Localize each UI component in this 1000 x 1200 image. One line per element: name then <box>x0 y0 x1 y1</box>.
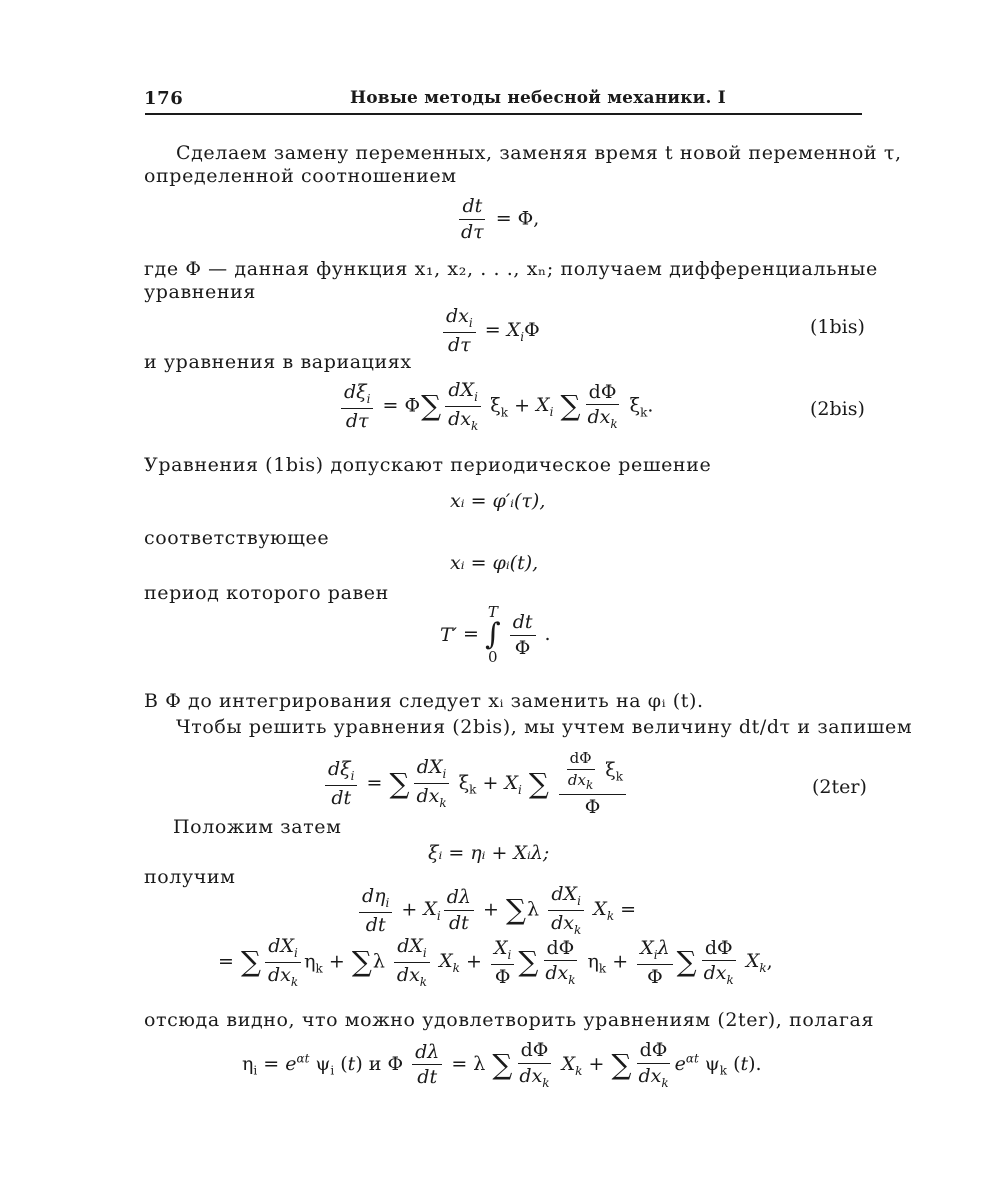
paragraph-4: Уравнения (1bis) допускают периодическое решение <box>144 454 712 476</box>
equation-2ter: $\frac{d\xi_i}{dt}$ = ∑ $\frac{dX_i}{dx_k}$ $\xi_k + X_i$ ∑ $\frac{d\Phi}{dx_k}$ $\xi_k$ Φ <box>322 750 629 818</box>
equation-label-2bis: (2bis) <box>810 398 865 420</box>
running-title: Новые методы небесной механики. I <box>350 88 726 108</box>
equation-result-line-1: $\frac{d\eta_i}{dt}$ + $X_i$ $\frac{d\lambda}{dt}$ + ∑λ $\frac{dX_i}{dx_k}$ $X_k$ = <box>356 884 636 937</box>
paragraph-2-line-1: где Φ — данная функция x₁, x₂, . . ., xₙ; получаем дифференциальные <box>144 258 878 280</box>
equation-label-2ter: (2ter) <box>812 776 867 798</box>
page-number: 176 <box>144 88 184 109</box>
equation-dt-dtau: $\frac{dt}{d\tau}$ = Φ, <box>461 195 540 243</box>
paragraph-3: и уравнения в вариациях <box>144 351 412 373</box>
equation-2bis: $\frac{d\xi_i}{d\tau}$ = Φ∑ $\frac{dX_i}{dx_k}$ $\xi_k + X_i$ ∑ $\frac{d\Phi}{dx_k}$ $\xi_k$. <box>338 380 653 433</box>
paragraph-7: В Φ до интегрирования следует xᵢ заменить на φᵢ (t). <box>144 690 704 712</box>
paragraph-11: отсюда видно, что можно удовлетворить уравнениям (2ter), полагая <box>144 1009 875 1031</box>
equation-corresponding: xᵢ = φᵢ(t), <box>450 552 539 574</box>
equation-period: T′ = T ∫ 0 $\frac{dt}{\Phi}$ . <box>440 603 551 666</box>
equation-periodic-solution: xᵢ = φ′ᵢ(τ), <box>450 490 546 512</box>
paragraph-5: соответствующее <box>144 527 330 549</box>
header-rule <box>145 113 862 115</box>
paragraph-2-line-2: уравнения <box>144 281 256 303</box>
equation-final: $\eta_i = e^{\alpha t}$ $\psi_i$ (t) и Φ $\frac{d\lambda}{dt}$ = λ ∑ $\frac{d\Phi}{dx_k}$ $X_k$ + ∑ $\frac{d\Phi}{dx_k}$ $e^{\alpha t}$ $\psi_k$ (t). <box>242 1039 762 1090</box>
paragraph-1-line-2: определенной соотношением <box>144 165 457 187</box>
equation-1bis: $\frac{dx_i}{d\tau}$ = $X_i\Phi$ <box>440 306 540 356</box>
paragraph-9: Положим затем <box>173 816 342 838</box>
paragraph-8: Чтобы решить уравнения (2bis), мы учтем величину dt/dτ и запишем <box>176 716 913 738</box>
paragraph-6: период которого равен <box>144 582 389 604</box>
equation-result-line-2: = ∑ $\frac{dX_i}{dx_k}$ $\eta_k + \sum\lambda$ $\frac{dX_i}{dx_k}$ $X_k$ + $\frac{X_i}{\Phi}$ ∑ $\frac{d\Phi}{dx_k}$ $\eta_k$ + $\frac{X_i\lambda}{\Phi}$ ∑ $\frac{d\Phi}{dx_k}$ $X_k$, <box>218 935 773 989</box>
paragraph-10: получим <box>144 866 236 888</box>
equation-label-1bis: (1bis) <box>810 316 865 338</box>
paragraph-1-line-1: Сделаем замену переменных, заменяя время t новой переменной τ, <box>176 142 902 164</box>
equation-substitution: ξᵢ = ηᵢ + Xᵢλ; <box>428 842 550 864</box>
